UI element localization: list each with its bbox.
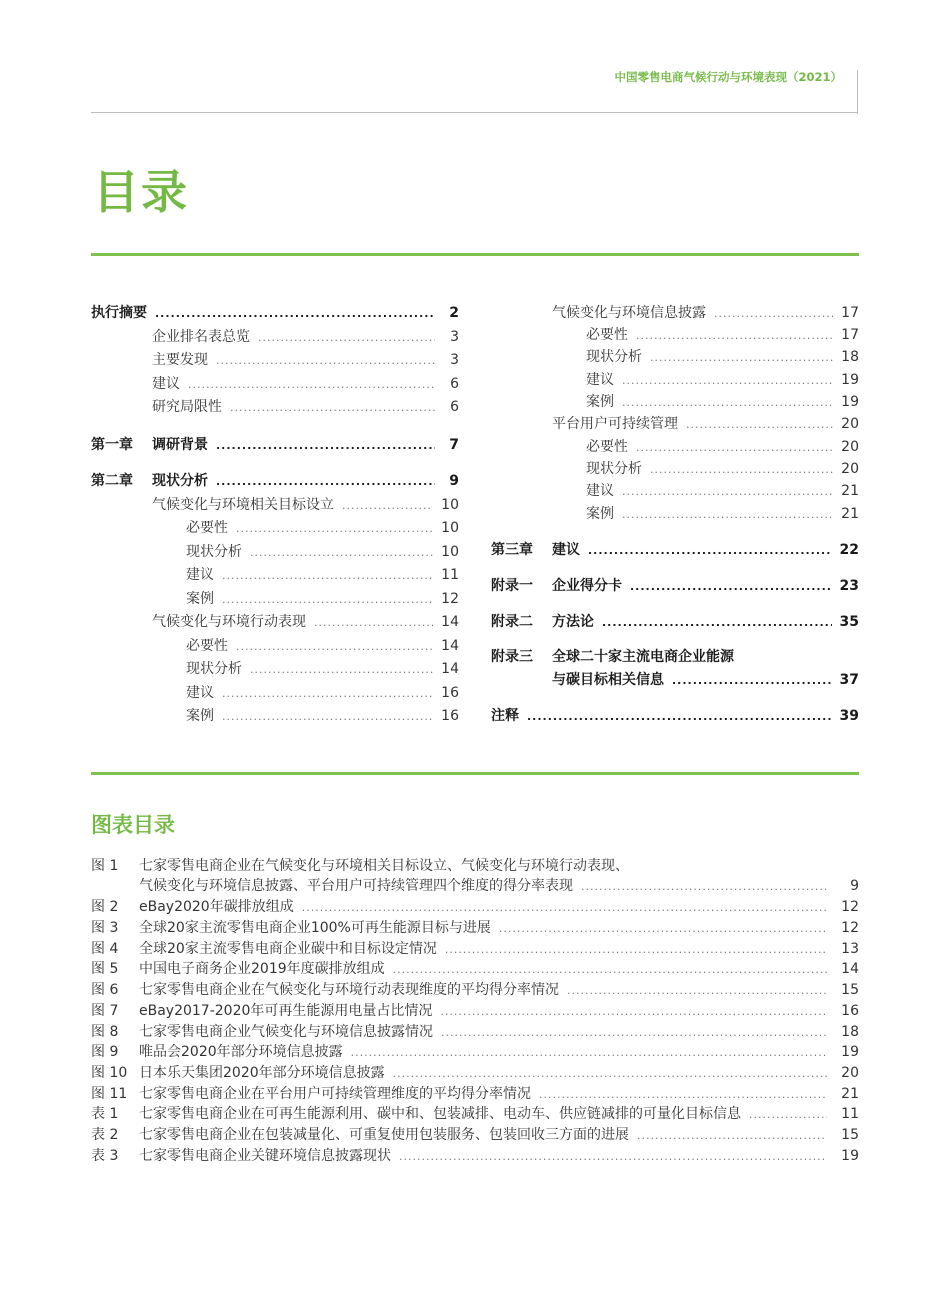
figure-entry[interactable]: 图 6 七家零售电商企业在气候变化与环境行动表现维度的平均得分率情况 ..... 15: [91, 980, 859, 1000]
figure-entry[interactable]: 图 2 eBay2020年碳排放组成 ..... 12: [91, 897, 859, 917]
toc-entry[interactable]: 必要性 ..... 17: [586, 326, 859, 344]
toc-entry[interactable]: 建议 ..... 19: [586, 371, 859, 389]
toc-entry[interactable]: 气候变化与环境信息披露 ..... 17: [552, 304, 859, 322]
toc-chapter-entry[interactable]: 第一章 调研背景 ..... 7: [91, 436, 459, 454]
toc-entry[interactable]: 必要性 ..... 10: [186, 519, 459, 537]
toc-entry[interactable]: 气候变化与环境行动表现 ..... 14: [152, 613, 459, 631]
toc-entry[interactable]: 案例 ..... 12: [186, 590, 459, 608]
figure-entry[interactable]: 图 4 全球20家主流零售电商企业碳中和目标设定情况 ..... 13: [91, 939, 859, 959]
toc-entry[interactable]: 建议 ..... 6: [152, 375, 459, 393]
toc-entry[interactable]: 现状分析 ..... 14: [186, 660, 459, 678]
report-header-title: 中国零售电商气候行动与环境表现（2021）: [614, 70, 842, 84]
figure-entry[interactable]: 图 5 中国电子商务企业2019年度碳排放组成 ..... 14: [91, 959, 859, 979]
figure-entry[interactable]: 图 1 七家零售电商企业在气候变化与环境相关目标设立、气候变化与环境行动表现、: [91, 858, 629, 874]
toc-chapter-entry[interactable]: 第三章 建议 ..... 22: [491, 541, 859, 559]
toc-entry[interactable]: 案例 ..... 21: [586, 505, 859, 523]
figure-entry[interactable]: 图 11 七家零售电商企业在平台用户可持续管理维度的平均得分率情况 ..... 21: [91, 1084, 859, 1104]
figure-entry[interactable]: 图 3 全球20家主流零售电商企业100%可再生能源目标与进展 ..... 12: [91, 918, 859, 938]
toc-entry[interactable]: 企业排名表总览 ..... 3: [152, 328, 459, 346]
toc-entry[interactable]: 必要性 ..... 20: [586, 438, 859, 456]
table-entry[interactable]: 表 3 七家零售电商企业关键环境信息披露现状 ..... 19: [91, 1146, 859, 1166]
figure-entry[interactable]: 图 10 日本乐天集团2020年部分环境信息披露 ..... 20: [91, 1063, 859, 1083]
toc-entry[interactable]: 现状分析 ..... 18: [586, 348, 859, 366]
page-title: 目录: [93, 165, 189, 219]
toc-entry[interactable]: 案例 ..... 16: [186, 707, 459, 725]
figure-entry[interactable]: 图 8 七家零售电商企业气候变化与环境信息披露情况 ..... 18: [91, 1022, 859, 1042]
toc-notes-entry[interactable]: 注释 ..... 39: [491, 707, 859, 725]
table-entry[interactable]: 表 1 七家零售电商企业在可再生能源利用、碳中和、包装减排、电动车、供应链减排的可量化目标信息 ..... 11: [91, 1104, 859, 1124]
toc-entry[interactable]: 气候变化与环境相关目标设立 ..... 10: [152, 496, 459, 514]
toc-appendix-entry-continued[interactable]: 与碳目标相关信息 ..... 37: [552, 671, 859, 689]
figure-entry[interactable]: 图 7 eBay2017-2020年可再生能源用电量占比情况 ..... 16: [91, 1001, 859, 1021]
figures-heading: 图表目录: [91, 813, 175, 837]
toc-appendix-entry[interactable]: 附录三 全球二十家主流电商企业能源: [491, 649, 734, 665]
toc-entry[interactable]: 现状分析 ..... 10: [186, 543, 459, 561]
figure-entry[interactable]: 图 9 唯品会2020年部分环境信息披露 ..... 19: [91, 1042, 859, 1062]
table-entry[interactable]: 表 2 七家零售电商企业在包装减量化、可重复使用包装服务、包装回收三方面的进展 ..... 15: [91, 1125, 859, 1145]
section-divider: [91, 772, 859, 775]
toc-entry[interactable]: 必要性 ..... 14: [186, 637, 459, 655]
header-divider: [91, 112, 858, 113]
header-vertical-divider: [857, 70, 858, 114]
title-divider: [91, 253, 859, 256]
toc-entry[interactable]: 建议 ..... 16: [186, 684, 459, 702]
toc-entry[interactable]: 研究局限性 ..... 6: [152, 398, 459, 416]
toc-entry[interactable]: 建议 ..... 21: [586, 482, 859, 500]
toc-appendix-entry[interactable]: 附录二 方法论 ..... 35: [491, 613, 859, 631]
toc-appendix-entry[interactable]: 附录一 企业得分卡 ..... 23: [491, 577, 859, 595]
toc-chapter-entry[interactable]: 第二章 现状分析 ..... 9: [91, 472, 459, 490]
toc-entry[interactable]: 主要发现 ..... 3: [152, 351, 459, 369]
toc-entry[interactable]: 建议 ..... 11: [186, 566, 459, 584]
toc-entry[interactable]: 现状分析 ..... 20: [586, 460, 859, 478]
toc-entry[interactable]: 执行摘要 ..... 2: [91, 304, 459, 322]
toc-entry[interactable]: 案例 ..... 19: [586, 393, 859, 411]
figure-entry-continued[interactable]: 气候变化与环境信息披露、平台用户可持续管理四个维度的得分率表现 ..... 9: [91, 876, 859, 896]
toc-entry[interactable]: 平台用户可持续管理 ..... 20: [552, 415, 859, 433]
